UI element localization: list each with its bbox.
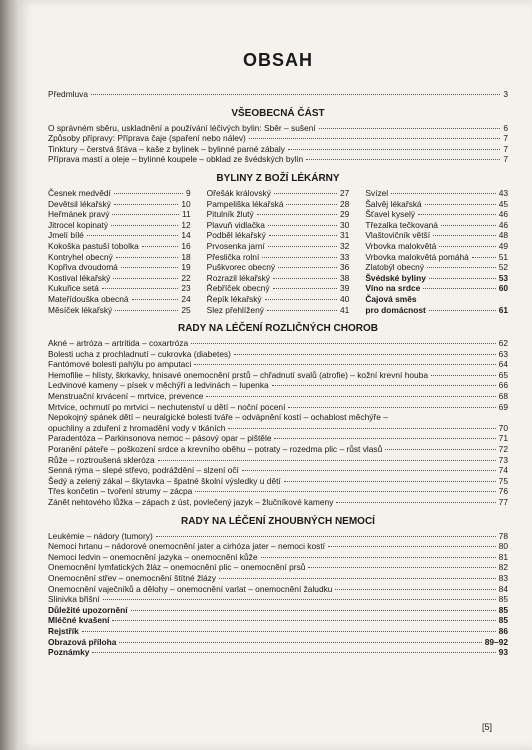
page-number: [5] [481,722,492,732]
toc-entry [48,123,508,134]
toc-entry-page: 30 [340,219,350,230]
dot-leader [234,354,496,355]
dot-leader [284,481,496,482]
toc-entry-title: Mléčné kvašení [48,615,110,626]
dot-leader [429,278,496,279]
toc-entry-page: 89–92 [484,636,508,647]
toc-entry [48,241,191,252]
dot-leader [425,204,496,205]
toc-entry-title: Pitulník žlutý [206,209,254,220]
toc-entry-title: Akné – artróza – artritida – coxartróza [48,338,189,349]
toc-entry [48,552,508,563]
toc-entry [48,615,508,626]
dot-leader [278,267,337,268]
toc-entry-title: Bolesti ucha z prochladnutí – cukrovka (diabetes) [48,348,231,359]
toc-entry-title: Paradentóza – Parkinsonova nemoc – pásový opar – pištěle [48,433,272,444]
toc-entry-title: Měsíček lékařský [48,304,113,315]
toc-entry-title: Vrbovka malokvětá pomáhá [365,251,469,262]
toc-entry-page: 3 [503,89,508,99]
toc-entry-title: Onemocnění střev – onemocnění štítné žlázy [48,572,217,583]
dot-leader [288,149,500,150]
dot-leader [308,567,495,568]
toc-entry-title: Puškvorec obecný [206,262,276,273]
toc-entry-page: 39 [340,283,350,294]
dot-leader [91,94,500,95]
toc-entry-title: Mateřídouška obecná [48,293,129,304]
toc-entry [48,594,508,605]
toc-entry-title: Slinivka břišní [48,594,100,605]
toc-entry-page: 7 [503,143,508,154]
toc-entry-title: Nemoci hrtanu – nádorové onemocnění jater a cirhóza jater – nemoci kostí [48,541,325,552]
toc-entry [48,391,508,402]
toc-entry [48,444,508,455]
toc-entry-title: Svízel [365,187,389,198]
toc-entry [48,199,191,210]
toc-entry [365,283,508,294]
toc-entry-title: Přeslička rolní [206,251,260,262]
toc-entry-page: 11 [181,209,191,220]
section-heading-diseases: RADY NA LÉČENÍ ROZLIČNÝCH CHOROB [177,323,378,335]
herbs-column-1 [48,188,191,315]
toc-entry-page: 43 [498,187,509,198]
herbs-column-3 [365,188,508,315]
toc-entry-page: 12 [181,219,191,230]
dot-leader [273,278,337,279]
toc-entry [48,412,508,423]
toc-entry-title: Poznámky [48,647,90,658]
toc-entry-page: 45 [498,198,509,209]
toc-entry-page: 16 [181,240,191,251]
toc-entry-title: Vrbovka malokvětá [365,240,437,251]
toc-content [48,50,508,658]
toc-entry-page: 7 [503,133,508,144]
dot-leader [274,193,337,194]
toc-entry-title: Kopřiva dvoudomá [48,262,118,273]
toc-entry-page: 24 [181,293,191,304]
toc-entry [365,273,508,284]
toc-entry [365,262,508,273]
dot-leader [158,460,496,461]
toc-entry [207,252,350,263]
dot-leader [112,214,179,215]
dot-leader [111,225,178,226]
toc-entry [48,338,508,349]
toc-entry-page: 31 [340,230,350,241]
toc-entry-title: Poranění páteře – poškození srdce a krevního oběhu – potraty – rozedma plic – růst vlasů [48,444,383,455]
toc-entry-page: 68 [498,391,508,402]
toc-entry-page: 80 [498,541,508,552]
toc-entry [48,605,508,616]
toc-entry [48,89,508,100]
dot-leader [335,589,495,590]
dot-leader [249,138,500,139]
toc-entry-title: Devětsil lékařský [48,198,111,209]
toc-entry [48,283,191,294]
toc-entry-page: 84 [498,583,508,594]
toc-entry [48,626,508,637]
toc-entry-title: Slez přehlížený [206,304,264,315]
toc-entry-title: Kostival lékařský [48,272,111,283]
toc-entry-title: Rejstřík [48,625,79,636]
toc-entry-page: 51 [498,251,509,262]
dot-leader [306,159,500,160]
toc-entry-page: 53 [498,272,509,283]
toc-entry [48,220,191,231]
toc-entry-title: Kukuřice setá [48,283,99,294]
toc-entry [48,273,191,284]
toc-entry-title: Onemocnění lymfatických žláz – onemocnění plic – onemocnění prsů [48,562,306,573]
dot-leader [267,310,337,311]
toc-entry-page: 40 [340,293,350,304]
dot-leader [265,299,337,300]
toc-entry-title: Heřmánek pravý [48,209,110,220]
toc-entry-title: Rozrazil lékařský [206,272,270,283]
dot-leader [441,225,496,226]
toc-entry-page: 49 [498,240,509,251]
toc-entry [48,573,508,584]
toc-entry-title: Třezalka tečkovaná [365,219,438,230]
page-title: OBSAH [242,50,313,70]
toc-entry-title: Způsoby přípravy: Příprava čaje (spaření nebo nálev) [48,133,246,144]
dot-leader [418,214,496,215]
book-page [18,0,532,750]
toc-entry [48,402,508,413]
toc-entry-page: 83 [498,572,508,583]
dot-leader [269,235,337,236]
dot-leader [288,407,495,408]
toc-entry [48,584,508,595]
dot-leader [257,214,337,215]
dot-leader [268,246,337,247]
dot-leader [142,246,179,247]
toc-entry [48,637,508,648]
dot-leader [427,267,496,268]
dot-leader [82,631,496,632]
intro-list [48,89,508,100]
toc-entry [365,294,508,305]
toc-entry-title: Plavuň vidlačka [206,219,265,230]
toc-entry [48,188,191,199]
toc-entry [48,252,191,263]
toc-entry-title: Vlaštovičník větší [365,230,431,241]
dot-leader [274,438,495,439]
dot-leader [191,343,496,344]
toc-entry-title: Nepokojný spánek dětí – neuralgické bolesti tváře – odvápnění kostí – ochablost měchýře – [48,412,388,423]
toc-entry [365,199,508,210]
section-heading-malignant: RADY NA LÉČENÍ ZHOUBNÝCH NEMOCÍ [181,515,375,527]
toc-entry-page: 19 [181,262,191,273]
toc-entry-title: opuchliny a zduření z hromadění vody v tkáních [48,422,226,433]
toc-entry [365,305,508,316]
toc-entry-title: Šťavel kyselý [365,209,416,220]
toc-entry [48,531,508,542]
toc-entry-page: 14 [181,230,191,241]
herbs-column-2 [207,188,350,315]
section-diseases-list [48,338,508,508]
dot-leader [114,193,183,194]
toc-entry-title: Fantómové bolesti pahýlu po amputaci [48,359,192,370]
toc-entry [207,305,350,316]
toc-entry-title: Ořešák královský [206,187,271,198]
toc-entry-page: 41 [340,304,350,315]
dot-leader [228,428,495,429]
dot-leader [112,620,495,621]
dot-leader [102,288,179,289]
toc-entry-title: Senná rýma – slepé střevo, podráždění – slzení očí [48,465,239,476]
dot-leader [391,193,496,194]
toc-entry [207,262,350,273]
toc-entry-title: Tinktury – čerstvá šťáva – kaše z bylinek – bylinné parné zábaly [48,143,285,154]
dot-leader [429,310,496,311]
dot-leader [273,288,337,289]
toc-entry-page: 76 [498,486,508,497]
toc-entry-title: Hemofilie – hlísty, škrkavky, hnisavé onemocnění prstů – chřadnutí svalů (atrofie) – kožní krevní houba [48,369,429,380]
dot-leader [103,599,496,600]
toc-entry-page: 73 [498,454,508,465]
toc-entry [48,465,508,476]
dot-leader [385,449,495,450]
dot-leader [328,546,496,547]
dot-leader [156,536,496,537]
toc-entry-page: 23 [181,283,191,294]
section-heading-herbs: BYLINY Z BOŽÍ LÉKÁRNY [216,172,340,184]
toc-entry-title: Jitrocel kopinatý [48,219,109,230]
toc-entry-title: Prvosenka jarní [206,240,265,251]
toc-entry [207,209,350,220]
toc-entry-page: 6 [503,122,508,133]
toc-entry-title: Pampeliška lékařská [206,198,284,209]
dot-leader [286,204,337,205]
toc-entry-page: 78 [498,530,508,541]
dot-leader [268,225,337,226]
dot-leader [219,578,496,579]
dot-leader [433,235,496,236]
toc-entry [48,541,508,552]
dot-leader [319,128,501,129]
toc-entry-title: Růže – roztroušená skleróza [48,454,155,465]
toc-entry [207,230,350,241]
toc-entry-page: 85 [498,594,508,605]
toc-entry-page: 81 [498,551,508,562]
dot-leader [119,642,481,643]
toc-entry-page: 52 [498,262,509,273]
toc-entry-page: 77 [498,497,508,507]
toc-entry [48,433,508,444]
dot-leader [261,557,496,558]
toc-entry-page: 71 [498,433,508,444]
toc-entry [365,241,508,252]
toc-entry-title: Řebříček obecný [206,283,270,294]
toc-entry-title: Leukémie – nádory (tumory) [48,530,153,541]
dot-leader [115,310,178,311]
toc-entry-page: 22 [181,272,191,283]
toc-entry-page: 85 [498,604,508,615]
toc-entry-title: Jmelí bílé [48,230,84,241]
toc-entry [365,220,508,231]
toc-entry-page: 46 [498,219,509,230]
toc-entry-page: 27 [340,187,350,198]
toc-entry-page: 64 [498,359,508,370]
toc-entry [48,497,508,508]
toc-entry [48,133,508,144]
book-spine-shadow [0,0,18,750]
dot-leader [439,246,495,247]
toc-entry [48,455,508,466]
section-general-list [48,123,508,165]
toc-entry [48,423,508,434]
toc-entry [365,230,508,241]
toc-entry [48,305,191,316]
toc-entry-page: 18 [181,251,191,262]
toc-entry-page: 75 [498,475,508,486]
toc-entry-title: Čajová směs [365,293,417,304]
toc-entry-title: Podběl lékařský [206,230,266,241]
toc-entry-page: 93 [498,647,508,658]
toc-entry-page: 86 [498,625,508,636]
toc-entry-page: 46 [498,209,509,220]
dot-leader [116,257,179,258]
dot-leader [431,375,496,376]
toc-entry [48,359,508,370]
toc-entry-title: Kokoška pastuší tobolka [48,240,139,251]
toc-entry-page: 69 [498,401,508,412]
toc-entry-title: Nemoci ledvin – onemocnění jazyka – onemocnění kůže [48,551,258,562]
toc-entry-title: Zánět nehtového lůžka – zápach z úst, povlečený jazyk – žlučníkové kameny [48,497,334,507]
toc-entry [207,283,350,294]
toc-entry [48,562,508,573]
toc-entry-page: 74 [498,465,508,476]
toc-entry-page: 70 [498,422,508,433]
toc-entry [48,209,191,220]
toc-entry-title: Důležité upozornění [48,604,128,615]
toc-entry-title: pro domácnost [365,304,426,315]
toc-entry-page: 60 [498,283,509,294]
toc-entry-page: 25 [181,304,191,315]
toc-entry [207,188,350,199]
toc-entry-title: Třes končetin – tvoření strumy – zácpa [48,486,193,497]
toc-entry-page: 66 [498,380,508,391]
dot-leader [336,502,495,503]
toc-entry-page: 36 [340,262,350,273]
toc-entry-page: 82 [498,562,508,573]
toc-entry-title: Příprava mastí a oleje – bylinné koupele – obklad ze švédských bylin [48,154,304,165]
dot-leader [206,396,495,397]
toc-entry-page: 48 [498,230,509,241]
toc-entry-page: 61 [498,304,509,315]
dot-leader [242,470,496,471]
toc-entry-page: 62 [498,338,508,349]
toc-entry [207,294,350,305]
toc-entry-page: 7 [503,154,508,165]
dot-leader [92,652,495,653]
herbs-columns [48,188,508,315]
toc-entry-page: 9 [186,187,191,198]
toc-entry-page: 29 [340,209,350,220]
toc-entry-page: 33 [340,251,350,262]
toc-entry [48,380,508,391]
toc-entry [48,154,508,165]
toc-entry [48,486,508,497]
toc-entry-title: Šedý a zelený zákal – škytavka – špatné školní výsledky u dětí [48,475,281,486]
dot-leader [132,299,179,300]
toc-entry [365,188,508,199]
toc-entry [48,370,508,381]
toc-entry-page: 28 [340,198,350,209]
dot-leader [113,278,178,279]
dot-leader [272,385,496,386]
toc-entry-page: 65 [498,369,508,380]
toc-entry-title: Zlatobýl obecný [365,262,425,273]
toc-entry [48,647,508,658]
dot-leader [262,257,337,258]
toc-entry-title: Švédské byliny [365,272,426,283]
toc-entry-title: Onemocnění vaječníků a dělohy – onemocnění varlat – onemocnění žaludku [48,583,333,594]
toc-entry-title: Mrtvice, ochrnutí po mrtvici – nechutenství u dětí – noční pocení [48,401,286,412]
toc-entry-title: O správném sběru, uskladnění a používání léčivých bylin: Sběr – sušení [48,122,316,133]
toc-entry [48,294,191,305]
toc-entry-title: Řepík lékařský [206,293,262,304]
dot-leader [423,288,495,289]
toc-entry-title: Šalvěj lékařská [365,198,422,209]
dot-leader [472,257,496,258]
toc-entry [48,349,508,360]
toc-entry-page: 72 [498,444,508,455]
toc-entry-title: Kontryhel obecný [48,251,113,262]
toc-entry-title: Víno na srdce [365,283,421,294]
section-heading-general: VŠEOBECNÁ ČÁST [231,107,325,119]
dot-leader [87,235,179,236]
toc-entry-page: 38 [340,272,350,283]
toc-entry [48,230,191,241]
dot-leader [194,364,495,365]
toc-entry [48,476,508,487]
toc-entry-page: 10 [181,198,191,209]
dot-leader [131,610,496,611]
toc-entry-title: Obrazová příloha [48,636,117,647]
dot-leader [114,204,179,205]
toc-entry-title: Česnek medvědí [48,187,111,198]
toc-entry [207,199,350,210]
toc-entry [207,220,350,231]
dot-leader [121,267,179,268]
dot-leader [195,491,495,492]
toc-entry [365,252,508,263]
section-malignant-list [48,531,508,658]
toc-entry [207,273,350,284]
toc-entry [48,262,191,273]
toc-entry-title: Předmluva [48,89,89,99]
toc-entry-page: 85 [498,615,508,626]
toc-entry-page: 63 [498,348,508,359]
toc-entry [48,144,508,155]
toc-entry [365,209,508,220]
toc-entry-title: Ledvinové kameny – písek v měchýři a ledvinách – lupenka [48,380,269,391]
toc-entry-page: 32 [340,240,350,251]
toc-entry [207,241,350,252]
toc-entry-title: Menstruační krvácení – mrtvice, prevence [48,391,204,402]
